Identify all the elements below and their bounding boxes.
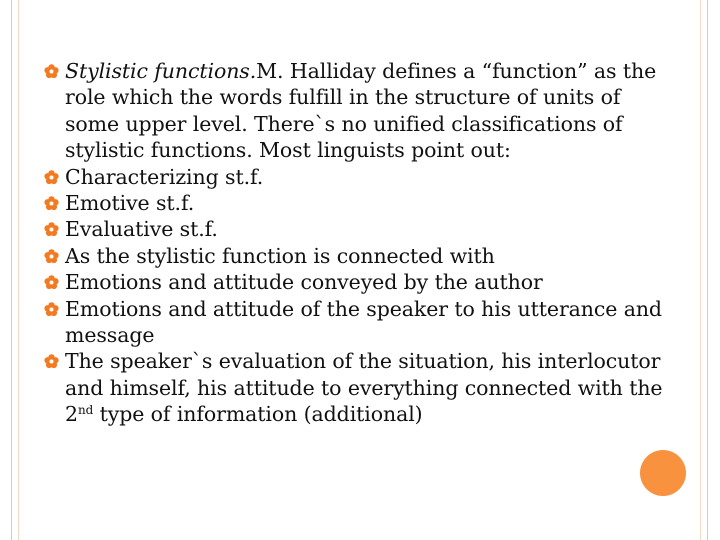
flower-bullet-icon [44,170,59,185]
list-item-text: M. Halliday defines a “function” as the role which the words fulfill in the structure of units of some upper level. There`s no unified classifications of stylistic functions. Most linguists point out: [65,59,657,163]
flower-bullet-icon [44,302,59,317]
flower-bullet-icon [44,275,59,290]
list-item-text: Emotive st.f. [65,191,195,216]
list-item [40,190,680,216]
flower-bullet-icon [44,249,59,264]
list-item-text: Evaluative st.f. [65,217,218,242]
list-item-text: Emotions and attitude of the speaker to his utterance and message [65,296,662,348]
list-item-text: The speaker`s evaluation of the situation, his interlocutor and himself, his attitude to everything connected with the 2 [65,349,663,427]
list-item-text: As the stylistic function is connected with [65,243,495,268]
list-item [40,296,680,349]
flower-bullet-icon [44,354,59,369]
list-item-text: Characterizing st.f. [65,164,264,189]
superscript: nd [77,403,94,418]
list-item-text: Emotions and attitude conveyed by the author [65,270,543,295]
list-item-text-after: type of information (additional) [93,402,423,427]
flower-bullet-icon [44,196,59,211]
list-item [40,164,680,190]
list-item [40,243,680,269]
list-item [40,216,680,242]
list-item [40,269,680,295]
list-item [40,348,680,427]
bullet-list [40,58,680,428]
flower-bullet-icon [44,64,59,79]
flower-bullet-icon [44,222,59,237]
decorative-orange-circle [640,450,686,496]
list-item [40,58,680,164]
list-item-lead: Stylistic functions. [65,59,257,83]
